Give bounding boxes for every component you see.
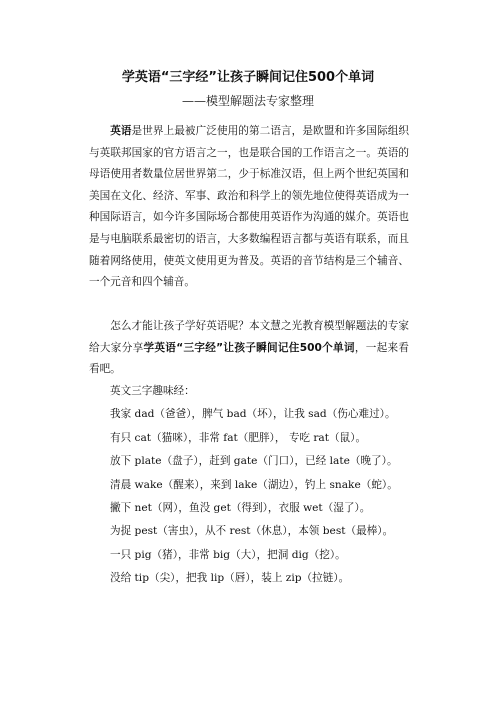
question-text-before: 怎么才能让孩子学好英语呢？本文慧之光教育模型解题法的专家给大家分享 (89, 320, 409, 354)
question-text-after: ，一起来看看吧。 (89, 341, 410, 376)
verse-line: 没给 tip（尖），把我 lip（唇），装上 zip（拉链）。 (110, 572, 350, 585)
intro-paragraph (89, 121, 409, 294)
verse-line: 一只 pig（猪），非常 big（大），把洞 dig（挖）。 (110, 548, 346, 561)
page-title: 学英语“三字经”让孩子瞬间记住500个单词 (121, 70, 375, 85)
question-highlight: 学英语“三字经”让孩子瞬间记住500个单词 (143, 341, 355, 354)
verse-heading: 英文三字趣味经： (110, 385, 195, 397)
intro-text: 是世界上最被广泛使用的第二语言，是欧盟和许多国际组织与英联邦国家的官方语言之一，也是联合国的工作语言之一。英语的母语使用者数量位居世界第二，少于标准汉语，但上两个世纪英国和美国在文化、经济、军事、政治和科学上的领先地位使得英语成为一种国际语言，如今许多国际场合都使用英语作为沟通的媒介。英语也是与电脑联系最密切的语言，大多数编程语言都与英语有联系，而且随着网络使用，使英文使用更为普及。英语的音节结构是三个辅音、一个元音和四个辅音。 (89, 125, 410, 289)
verse-line: 清晨 wake（醒来），来到 lake（湖边），钓上 snake（蛇）。 (110, 478, 398, 491)
verse-line: 为捉 pest（害虫），从不 rest（休息），本领 best（最棒）。 (110, 525, 394, 538)
intro-keyword: 英语 (110, 125, 132, 137)
verse-line: 有只 cat（猫咪），非常 fat（肥胖）， 专吃 rat（鼠）。 (110, 431, 367, 444)
verse-line: 放下 plate（盘子），赶到 gate（门口），已经 late（晚了）。 (110, 455, 398, 468)
verse-line: 撇下 net（网），鱼没 get（得到），衣服 wet（湿了）。 (110, 502, 371, 515)
verse-line: 我家 dad（爸爸），脾气 bad（坏），让我 sad（伤心难过）。 (110, 408, 396, 421)
question-paragraph (89, 316, 409, 381)
verse-list (110, 380, 440, 591)
page-subtitle: ——模型解题法专家整理 (181, 94, 314, 108)
